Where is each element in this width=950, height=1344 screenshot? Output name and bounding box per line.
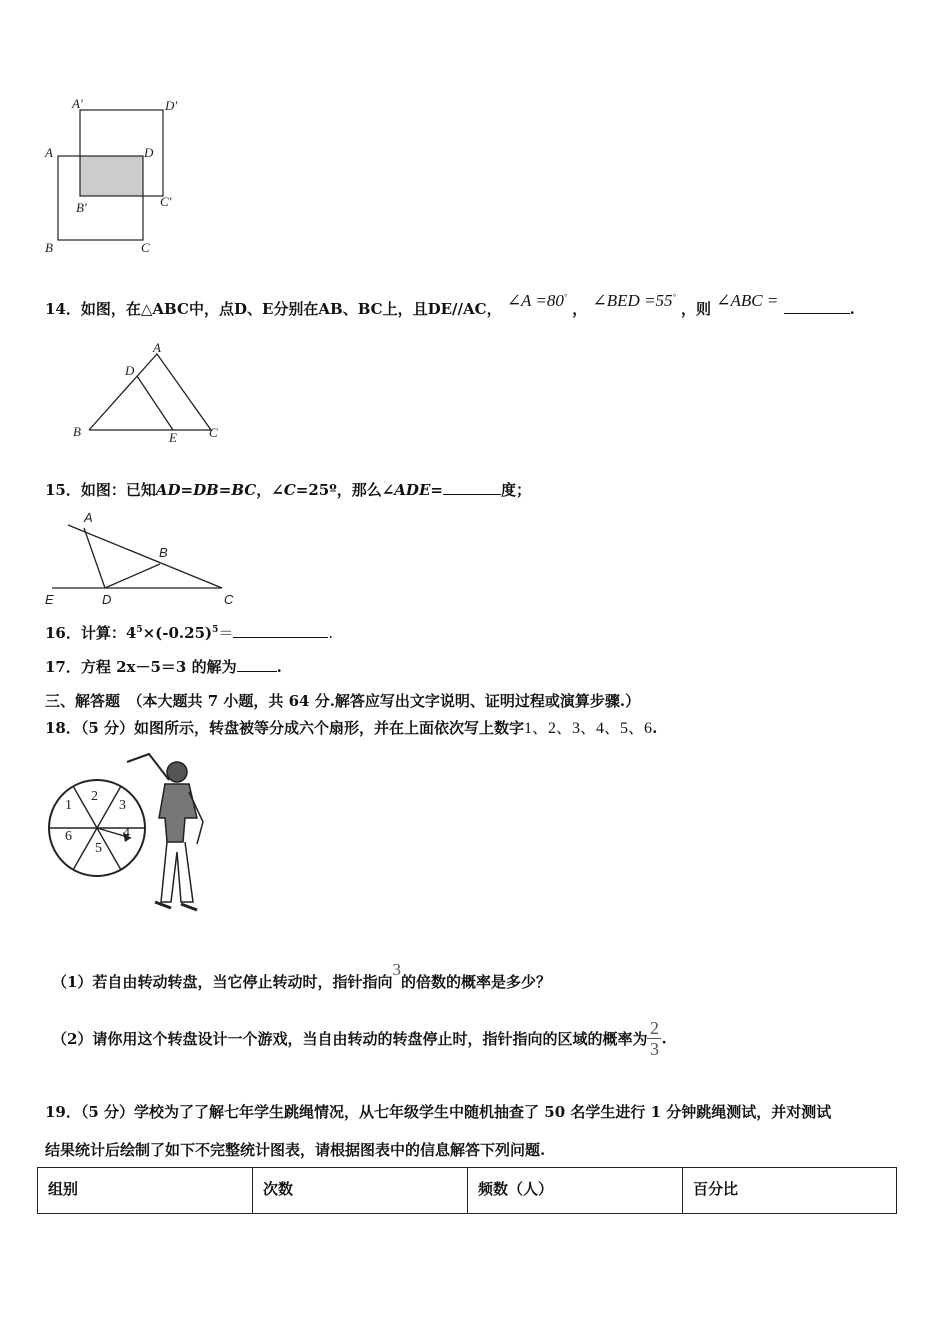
overlap-shaded-region (80, 156, 143, 196)
label-a-prime: A′ (72, 96, 83, 111)
header-count: 次数 (253, 1168, 468, 1214)
question-18-part-1 (52, 960, 551, 992)
q15-prefix: 15．如图：已知 (45, 481, 156, 499)
q15-ade: ADE= (394, 481, 443, 499)
wheel-number-3: 3 (119, 798, 126, 813)
header-frequency: 频数（人） (468, 1168, 683, 1214)
q15-angle-c: C (283, 481, 296, 499)
table-header-row (38, 1168, 897, 1214)
q17-answer-blank[interactable] (237, 671, 277, 672)
question-19-line-2: 结果统计后绘制了如下不完整统计图表，请根据图表中的信息解答下列问题. (45, 1141, 546, 1159)
question-18-part-2 (52, 1018, 667, 1059)
fraction-two-thirds (647, 1018, 661, 1059)
fig15-label-d: D (102, 592, 112, 607)
q15-angle-value: =25º，那么∠ (295, 481, 395, 499)
triangle-abc-figure (65, 340, 235, 448)
q18-part1-a: （1）若自由转动转盘，当它停止转动时，指针指向 (52, 973, 393, 991)
question-14: 14．如图，在△ABC中，点D、E分别在AB、BC上，且DE//AC， ∠A =80° ， ∠BED =55° ，则 ∠ABC = . (45, 291, 855, 318)
q18-part1-num: 3 (392, 960, 401, 979)
q14-end: . (849, 300, 855, 318)
tri-label-e: E (169, 430, 177, 445)
q14-angle-a: ∠A =80 (506, 291, 564, 310)
person-illustration (127, 754, 203, 910)
label-a: A (45, 145, 53, 160)
segment-de (137, 376, 173, 430)
tri-label-a: A (153, 340, 161, 355)
q18-end: . (652, 719, 658, 737)
question-15 (45, 479, 531, 500)
fig15-label-e: E (45, 592, 54, 607)
q18-text: 18．（5 分）如图所示，转盘被等分成六个扇形，并在上面依次写上数字 (45, 719, 525, 737)
statistics-table (37, 1167, 897, 1214)
q14-prefix: 14．如图，在△ABC中，点D、E分别在AB、BC上，且DE//AC， (45, 300, 502, 318)
q15-mid: ，∠ (256, 481, 284, 499)
header-percentage: 百分比 (683, 1168, 897, 1214)
q14-angle-bed: ∠BED =55 (592, 291, 673, 310)
label-c-prime: C′ (160, 194, 172, 209)
tri-label-c: C (209, 425, 218, 440)
q16-equals: ＝ (218, 624, 234, 642)
label-b: B (45, 240, 53, 255)
question-18 (45, 715, 657, 738)
q16-exponent-2: 5 (212, 625, 219, 635)
q18-part2-end: . (661, 1029, 667, 1048)
fig15-label-a: A (84, 510, 93, 525)
q17-end: . (276, 658, 282, 676)
q15-suffix: 度； (500, 481, 531, 499)
wheel-number-2: 2 (91, 789, 98, 804)
section-3-heading: 三、解答题 （本大题共 7 小题，共 64 分.解答应写出文字说明、证明过程或演算步骤.） (45, 692, 641, 710)
fraction-numerator: 2 (649, 1018, 659, 1038)
q14-answer-blank[interactable] (784, 313, 850, 314)
header-group: 组别 (38, 1168, 253, 1214)
q15-answer-blank[interactable] (443, 494, 501, 495)
question-19-line-1: 19．（5 分）学校为了了解七年学生跳绳情况，从七年级学生中随机抽查了 50 名学生进行 1 分钟跳绳测试，并对测试 (45, 1103, 832, 1121)
q18-numbers: 1、2、3、4、5、6 (524, 720, 653, 737)
q14-sep2: ，则 (681, 300, 712, 318)
label-b-prime: B′ (76, 200, 87, 215)
fig15-label-c: C (224, 592, 234, 607)
label-c: C (141, 240, 150, 255)
tri-label-d: D (125, 363, 135, 378)
q16-exponent-1: 5 (136, 625, 143, 635)
q14-sep1: ， (572, 300, 588, 318)
q16-end: . (328, 624, 334, 642)
wheel-number-5: 5 (95, 841, 102, 856)
tri-label-b: B (73, 424, 81, 439)
q18-part1-b: 的倍数的概率是多少？ (400, 973, 551, 991)
q14-angle-abc: ∠ABC = (716, 291, 779, 310)
q15-condition: AD=DB=BC (155, 481, 257, 499)
question-17 (45, 656, 282, 677)
q16-prefix: 16．计算：4 (45, 624, 137, 642)
label-d-prime: D′ (165, 98, 178, 113)
question-16 (45, 622, 333, 643)
wheel-number-6: 6 (65, 829, 72, 844)
fig15-label-b: B (159, 545, 168, 560)
q17-text: 17．方程 2x－5＝3 的解为 (45, 658, 237, 676)
label-d: D (144, 145, 154, 160)
spinner-wheel-figure (45, 752, 230, 922)
q18-part2-a: （2）请你用这个转盘设计一个游戏，当自由转动的转盘停止时，指针指向的区域的概率为 (52, 1030, 648, 1048)
isosceles-chain-figure (40, 505, 245, 607)
q16-mid: ×(-0.25) (142, 624, 213, 642)
wheel-number-1: 1 (65, 798, 72, 813)
q16-answer-blank[interactable] (233, 637, 328, 638)
fraction-denominator: 3 (649, 1039, 659, 1059)
wheel-number-4: 4 (123, 826, 130, 841)
translated-rectangles-figure (40, 92, 200, 262)
